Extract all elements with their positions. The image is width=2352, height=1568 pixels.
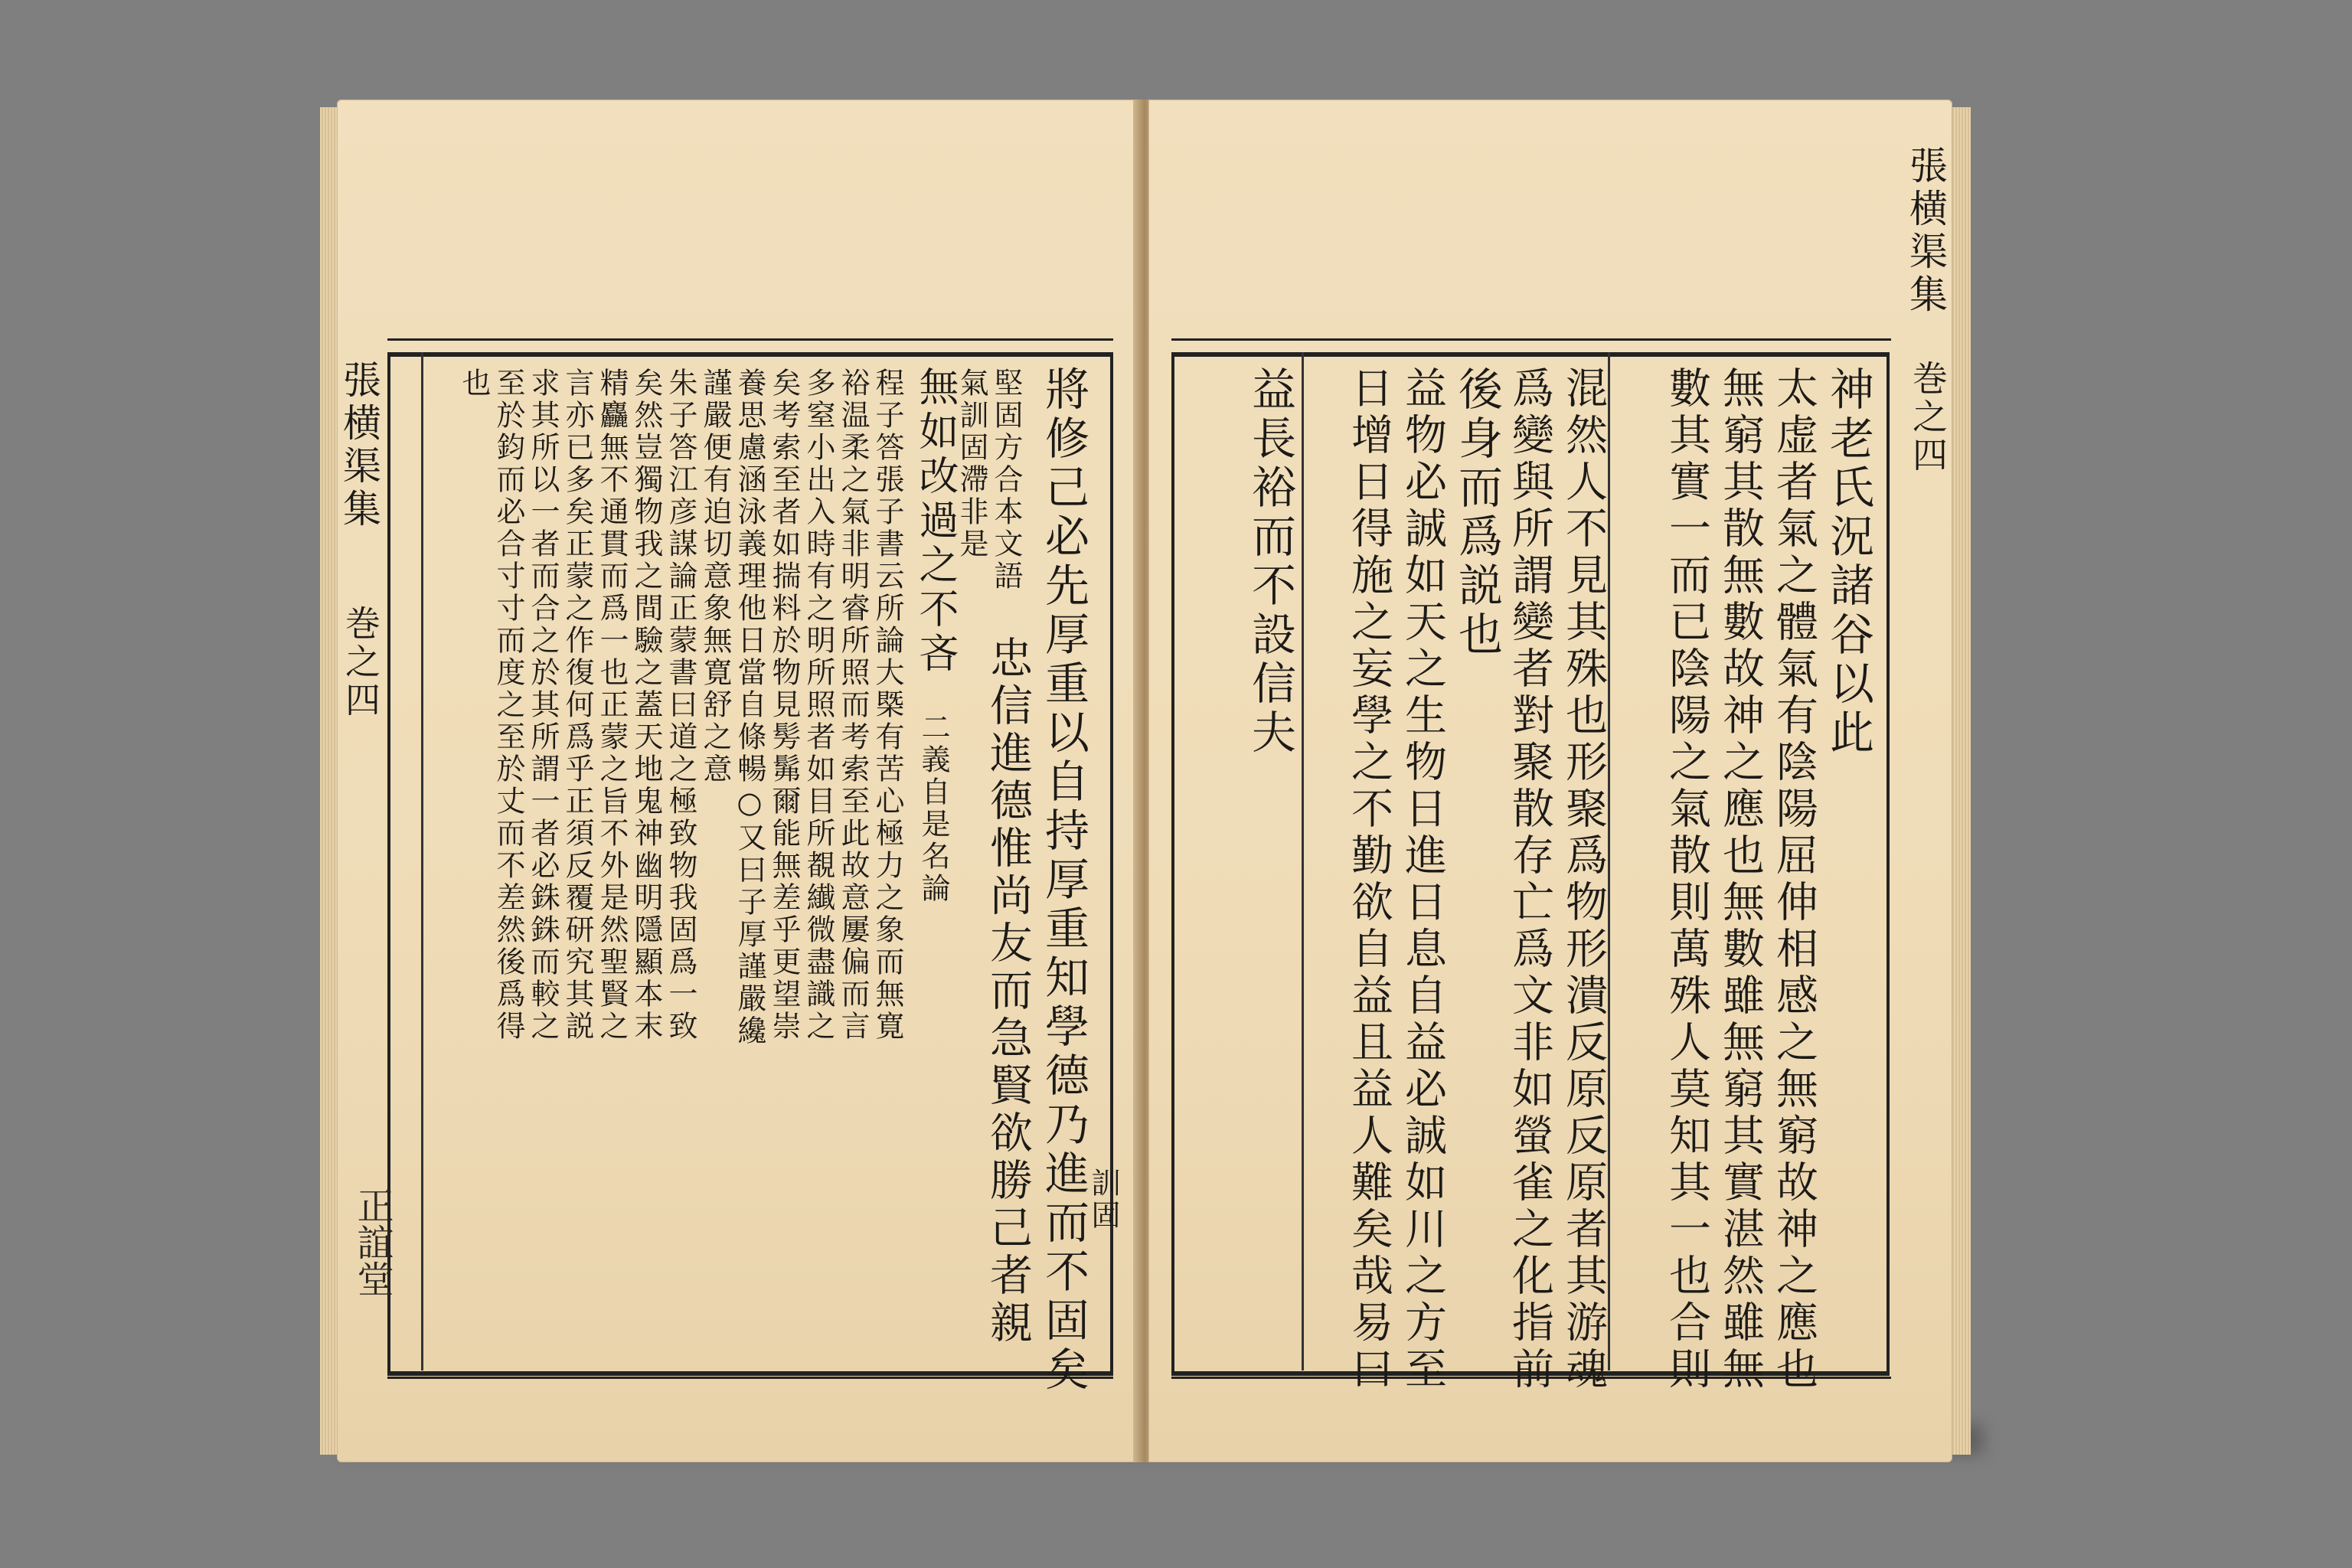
- right-column-5: 混然人不見其殊也形聚爲物形潰反原反原者其游魂: [1559, 366, 1608, 1393]
- right-page: [1148, 100, 1952, 1462]
- left-main-column-2: 忠信進德惟尚友而急賢欲勝己者親: [983, 635, 1033, 1348]
- left-note-col-8: 謹嚴便有迫切意象無寛舒之意: [698, 368, 732, 786]
- left-margin-title: 張横渠集: [337, 360, 381, 531]
- right-chapter-label: 巻之四: [1907, 360, 1949, 475]
- left-note-col-4: 裕温柔之氣非明睿所照而考索至此故意屢偏而言: [836, 368, 870, 1043]
- right-column-7: 後身而爲説也: [1451, 366, 1503, 660]
- right-section-rule-1: [1302, 352, 1304, 1370]
- left-note-small: 二義自是名論: [916, 712, 950, 905]
- left-note-col-15: 也: [457, 368, 491, 400]
- left-note-col-13: 求其所以一者而合之於其所謂一者必銖銖而較之: [526, 368, 560, 1043]
- right-page-edge: [1951, 107, 1971, 1455]
- left-note-col-7: 養思慮涵泳義理他日當自條暢○又曰子厚謹嚴纔: [733, 368, 766, 1047]
- left-note-col-3: 程子答張子書云所論大槩有苦心極力之象而無寛: [871, 368, 904, 1043]
- right-section-rule-2: [1608, 352, 1610, 1370]
- left-note-col-2: 氣訓固滯非是: [955, 368, 988, 560]
- right-column-2: 太虚者氣之體氣有陰陽屈伸相感之無窮故神之應也: [1769, 366, 1818, 1393]
- left-note-col-9: 朱子答江彦謀論正蒙書曰道之極致物我固爲一致: [664, 368, 697, 1043]
- left-note-col-6: 矣考索至者如揣料於物見髣髴爾能無差乎更望崇: [767, 368, 801, 1043]
- right-margin-title: 張横渠集: [1903, 145, 1948, 317]
- left-chapter-label: 巻之四: [340, 605, 381, 720]
- right-column-3: 無窮其散無數故神之應也無數雖無窮其實湛然雖無: [1716, 366, 1765, 1393]
- right-column-4: 數其實一而已陰陽之氣散則萬殊人莫知其一也合則: [1662, 366, 1711, 1393]
- right-column-9: 日增日得施之妄學之不勤欲自益且益人難矣哉易曰: [1344, 366, 1393, 1393]
- left-note-col-5: 多窒小出入時有之明所照者如目所覩纎微盡識之: [802, 368, 835, 1043]
- right-column-1: 神老氏況諸谷以此: [1822, 366, 1874, 758]
- left-note-col-14: 至於鈞而必合寸寸而度之至於丈而不差然後爲得: [492, 368, 525, 1043]
- left-note-col-10: 矣然豈獨物我之間驗之蓋天地鬼神幽明隱顯本末: [629, 368, 663, 1043]
- left-note-col-11: 精麤無不通貫而爲一也正蒙之旨不外是然聖賢之: [595, 368, 629, 1043]
- right-top-rule: [1171, 338, 1891, 341]
- left-page: [337, 100, 1141, 1462]
- open-book: [337, 92, 1975, 1470]
- right-column-8: 益物必誠如天之生物日進日息自益必誠如川之方至: [1398, 366, 1447, 1393]
- left-inner-rule: [421, 352, 423, 1370]
- left-note-top-right: 訓固: [1086, 1168, 1120, 1232]
- right-column-6: 爲變與所謂變者對聚散存亡爲文非如螢雀之化指前: [1505, 366, 1554, 1393]
- left-top-rule: [387, 338, 1113, 341]
- left-main-column-3: 無如改過之不吝: [912, 366, 958, 677]
- left-note-col-1: 堅固方合本文語: [989, 368, 1023, 593]
- left-main-column-1: 將修己必先厚重以自持厚重知學德乃進而不固矣: [1037, 366, 1089, 1395]
- left-bottom-rule: [387, 1377, 1113, 1379]
- left-note-col-12: 言亦已多矣正蒙之作復何爲乎正須反覆研究其説: [560, 368, 594, 1043]
- right-column-10: 益長裕而不設信夫: [1244, 366, 1296, 758]
- left-footer-publisher: 正誼堂: [351, 1187, 394, 1297]
